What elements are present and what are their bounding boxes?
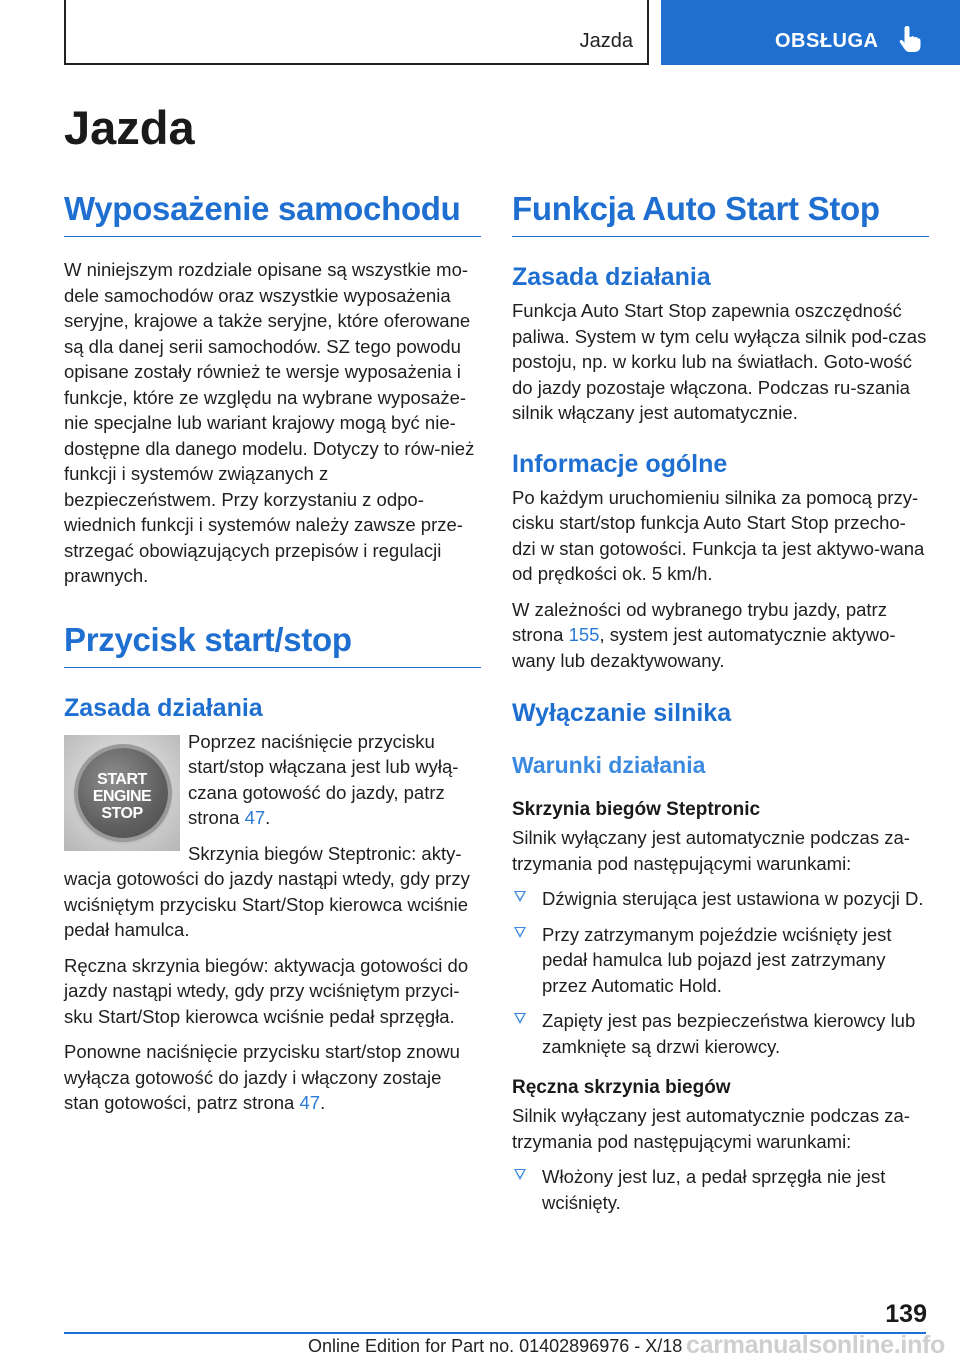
footer-edition-text: Online Edition for Part no. 01402896976 - X/18 xyxy=(308,1336,683,1356)
startstop-principle-heading: Zasada działania xyxy=(64,693,263,722)
steptronic-conditions-list xyxy=(512,886,929,1059)
triangle-bullet-icon xyxy=(514,892,526,903)
general-info-paragraph-2: W zależności od wybranego trybu jazdy, patrz strona 155, system jest automatycznie aktywo-wany lub dezaktywowany. xyxy=(512,598,896,671)
page-link-47[interactable]: 47 xyxy=(244,807,266,828)
button-label-stop: STOP xyxy=(101,804,143,822)
general-info-paragraph-1: Po każdym uruchomieniu silnika za pomocą przy-cisku start/stop funkcja Auto Start Stop przecho-dzi w stan gotowości. Funkcja ta jest aktywo-wana od prędkości ok. 5 km/h. xyxy=(512,486,925,584)
list-item: Włożony jest luz, a pedał sprzęgła nie jest wciśnięty. xyxy=(512,1164,929,1215)
hand-pointer-icon xyxy=(899,25,921,53)
manual-gearbox-heading: Ręczna skrzynia biegów xyxy=(512,1077,731,1098)
triangle-bullet-icon xyxy=(514,1014,526,1025)
startstop-heading: Przycisk start/stop xyxy=(64,621,481,668)
header-section-tab[interactable] xyxy=(661,0,960,65)
steptronic-intro: Silnik wyłączany jest automatycznie podczas za-trzymania pod następującymi warunkami: xyxy=(512,827,910,874)
watermark: carmanualsonline.info xyxy=(686,1331,946,1359)
engine-off-heading: Wyłączanie silnika xyxy=(512,699,732,727)
manual-gearbox-intro: Silnik wyłączany jest automatycznie podczas za-trzymania pod następującymi warunkami: xyxy=(512,1105,910,1152)
principle-text: Funkcja Auto Start Stop zapewnia oszczędność paliwa. System w tym celu wyłącza silnik pod-czas postoju, np. w korku lub na światłach. Goto-wość do jazdy pozostaje włączona. Podczas ru-szania silnik włączany jest automatycznie. xyxy=(512,300,927,423)
list-item: Przy zatrzymanym pojeździe wciśnięty jest pedał hamulca lub pojazd jest zatrzymany przez Automatic Hold. xyxy=(512,922,929,999)
list-item: Zapięty jest pas bezpieczeństwa kierowcy lub zamknięte są drzwi kierowcy. xyxy=(512,1008,929,1059)
autostartstop-heading: Funkcja Auto Start Stop xyxy=(512,190,929,237)
left-column xyxy=(64,190,481,1126)
page-number: 139 xyxy=(885,1300,927,1328)
start-engine-stop-button-image xyxy=(64,735,180,851)
right-column xyxy=(512,190,929,1225)
startstop-paragraph-4: Ponowne naciśnięcie przycisku start/stop znowu wyłącza gotowość do jazdy i włączony zostaje stan gotowości, patrz strona 47. xyxy=(64,1041,460,1113)
steptronic-heading: Skrzynia biegów Steptronic xyxy=(512,799,761,820)
startstop-paragraph-3: Ręczna skrzynia biegów: aktywacja gotowości do jazdy nastąpi wtedy, gdy przy wciśniętym przyci-sku Start/Stop kierowca wciśnie pedał sprzęgła. xyxy=(64,954,469,1027)
button-label-start: START xyxy=(97,770,147,788)
conditions-heading: Warunki działania xyxy=(512,752,706,778)
general-info-heading: Informacje ogólne xyxy=(512,449,728,478)
triangle-bullet-icon xyxy=(514,928,526,939)
equipment-text: W niniejszym rozdziale opisane są wszystkie mo-dele samochodów oraz wszystkie wyposażenia seryjne, krajowe a także seryjne, które oferowane są dla danej serii samochodów. SZ tego powodu opisane zostały również te wersje wyposażenia i funkcje, które ze względu na wybrane wyposaże-nie specjalne lub wariant krajowy mogą być nie-dostępne dla danego modelu. Dotyczy to rów-nież funkcji i systemów związanych z bezpieczeństwem. Przy korzystaniu z odpo-wiednich funkcji i systemów należy zawsze prze-strzegać obowiązujących przepisów i regulacji prawnych. xyxy=(64,259,475,586)
page-link-155[interactable]: 155 xyxy=(568,624,600,645)
startstop-paragraph-1: Poprzez naciśnięcie przycisku start/stop włączana jest lub wyłą-czana gotowość do jazdy, patrz strona 47. xyxy=(188,730,459,828)
equipment-heading: Wyposażenie samochodu xyxy=(64,190,481,237)
triangle-bullet-icon xyxy=(514,1170,526,1181)
principle-heading: Zasada działania xyxy=(512,263,711,291)
header-chapter-box xyxy=(64,0,649,65)
header-chapter-label: Jazda xyxy=(579,30,633,52)
startstop-paragraph-2: Skrzynia biegów Steptronic: akty-wacja gotowości do jazdy nastąpi wtedy, gdy przy wciśniętym przycisku Start/Stop kierowca wciśnie pedał hamulca. xyxy=(64,842,470,940)
manual-conditions-list xyxy=(512,1164,929,1215)
button-label-engine: ENGINE xyxy=(92,787,152,805)
page-title: Jazda xyxy=(64,101,195,154)
page-link-47-second[interactable]: 47 xyxy=(299,1092,321,1113)
header-section-label: OBSŁUGA xyxy=(775,30,879,52)
list-item: Dźwignia sterująca jest ustawiona w pozycji D. xyxy=(512,886,929,912)
